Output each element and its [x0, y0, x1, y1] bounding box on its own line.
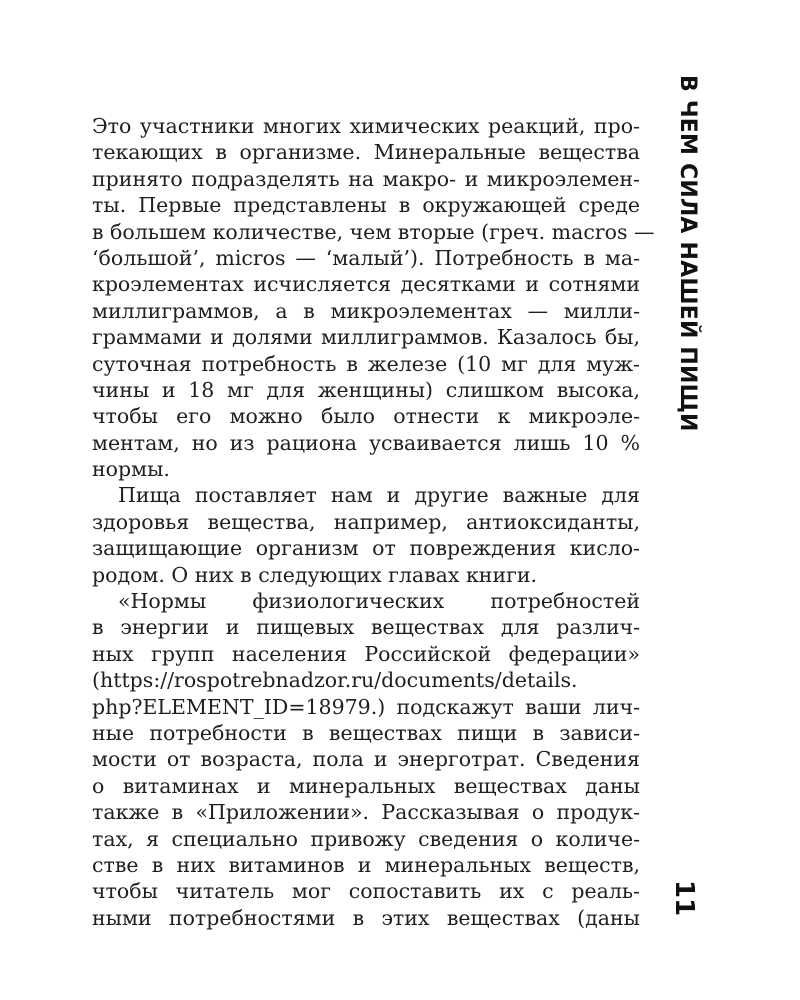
text-line: текающих в организме. Минеральные вещества — [92, 140, 640, 165]
text-line: ты. Первые представлены в окружающей среде — [92, 193, 640, 218]
text-line: «Нормы физиологических потребностей — [118, 589, 640, 614]
text-line: чтобы читатель мог сопоставить их с реаль- — [92, 879, 640, 904]
text-line: Это участники многих химических реакций, про- — [92, 114, 640, 138]
text-line: тах, я специально привожу сведения о количе- — [92, 826, 640, 851]
page-number-text: 11 — [669, 880, 699, 917]
text-line: в большем количестве, чем вторые (греч. macros — — [92, 219, 655, 244]
text-line: принято подразделять на макро- и микроэлемен- — [92, 166, 640, 191]
text-line: здоровья вещества, например, антиоксиданты, — [92, 509, 640, 534]
text-line: в энергии и пищевых веществах для различ- — [92, 615, 640, 640]
text-line: ными потребностями в этих веществах (даны — [92, 905, 640, 930]
text-line: ные потребности в веществах пищи в зависи- — [92, 720, 640, 745]
text-line: миллиграммов, а в микроэлементах — милли- — [92, 298, 640, 323]
text-line: о витаминах и минеральных веществах даны — [92, 773, 640, 798]
text-line: также в «Приложении». Рассказывая о продук- — [92, 800, 640, 825]
body-text — [92, 113, 655, 931]
text-line: ‘большой’, micros — ‘малый’). Потребность в ма- — [92, 245, 640, 270]
running-header — [672, 75, 708, 432]
text-line: ментам, но из рациона усваивается лишь 10 % — [92, 430, 640, 455]
text-line: чтобы его можно было отнести к микроэле- — [92, 404, 640, 429]
text-line: суточная потребность в железе (10 мг для муж- — [92, 351, 640, 376]
text-line: Пища поставляет нам и другие важные для — [118, 483, 640, 508]
running-header-text: В ЧЕМ СИЛА НАШЕЙ ПИЩИ — [675, 75, 700, 432]
text-line: нормы. — [92, 457, 170, 482]
text-line: стве в них витаминов и минеральных веществ, — [92, 852, 640, 877]
text-line: php?ELEMENT_ID=18979.) подскажут ваши лич- — [92, 694, 640, 719]
text-line: ных групп населения Российской федерации» — [92, 641, 640, 666]
text-line: мости от возраста, пола и энерготрат. Сведения — [92, 747, 640, 772]
text-line: родом. О них в следующих главах книги. — [92, 562, 538, 587]
text-line: защищающие организм от повреждения кисло- — [92, 536, 640, 561]
page-number — [668, 880, 702, 917]
text-line: граммами и долями миллиграммов. Казалось бы, — [92, 325, 640, 350]
text-line: (https://rospotrebnadzor.ru/documents/details. — [92, 668, 578, 693]
text-line: чины и 18 мг для женщины) слишком высока, — [92, 377, 640, 402]
text-line: кроэлементах исчисляется десятками и сотнями — [92, 272, 640, 297]
